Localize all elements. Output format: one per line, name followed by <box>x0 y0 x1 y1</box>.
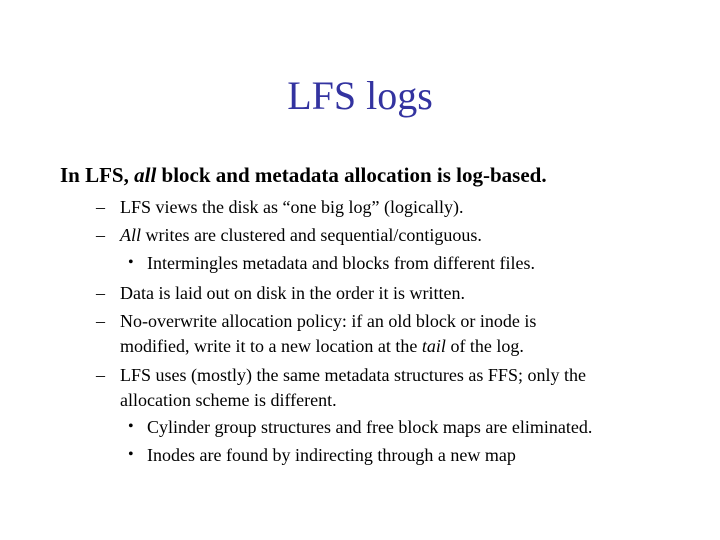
list-item-5-line-2: allocation scheme is different. <box>120 390 337 410</box>
sub-bullet-2-1: • <box>128 254 134 271</box>
slide-title: LFS logs <box>287 73 433 118</box>
sub-item-2-1: Intermingles metadata and blocks from different files. <box>147 253 536 273</box>
list-item-4-pre: modified, write it to a new location at the <box>120 336 418 356</box>
heading-prefix: In LFS, <box>60 163 129 187</box>
sub-bullet-5-1: • <box>128 418 134 435</box>
slide-heading <box>60 161 547 189</box>
list-item-5-line-1: LFS uses (mostly) the same metadata structures as FFS; only the <box>120 365 586 385</box>
list-item-3: Data is laid out on disk in the order it is written. <box>120 283 465 303</box>
dash-bullet-5: – <box>96 365 105 385</box>
heading-emphasis: all <box>134 163 157 187</box>
list-item-2-emphasis: All <box>120 225 141 245</box>
heading-suffix: block and metadata allocation is log-based. <box>161 163 547 187</box>
list-item-2-text: writes are clustered and sequential/contiguous. <box>145 225 482 245</box>
dash-bullet-2: – <box>96 225 105 245</box>
list-item-4-post: of the log. <box>450 336 524 356</box>
dash-bullet-1: – <box>96 197 105 217</box>
sub-item-5-2: Inodes are found by indirecting through a new map <box>147 445 516 465</box>
dash-bullet-4: – <box>96 311 105 331</box>
list-item-1: LFS views the disk as “one big log” (logically). <box>120 197 464 217</box>
list-item-2 <box>120 223 482 247</box>
list-item-4-line-2 <box>120 334 524 358</box>
list-item-4-emphasis: tail <box>421 336 446 356</box>
sub-bullet-5-2: • <box>128 446 134 463</box>
list-item-4-line-1: No-overwrite allocation policy: if an old block or inode is <box>120 311 537 331</box>
dash-bullet-3: – <box>96 283 105 303</box>
sub-item-5-1: Cylinder group structures and free block maps are eliminated. <box>147 417 593 437</box>
